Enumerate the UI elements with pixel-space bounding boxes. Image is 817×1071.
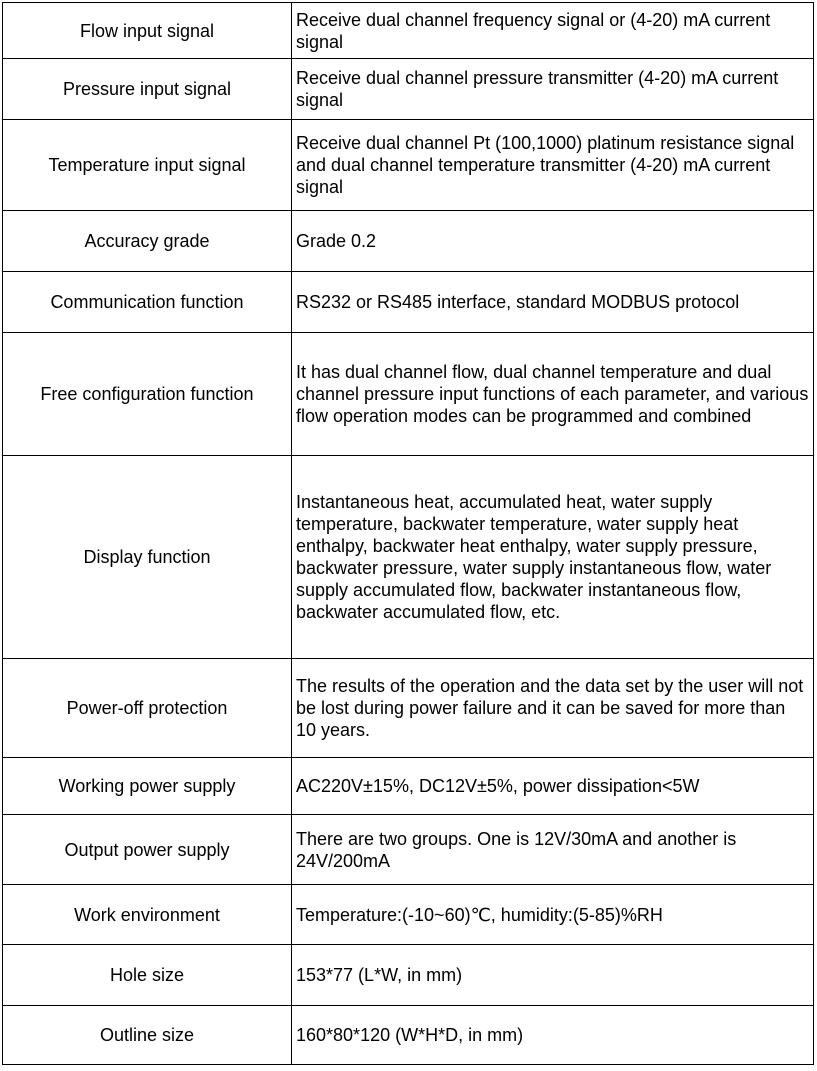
spec-label: Free configuration function	[3, 333, 292, 456]
spec-label: Flow input signal	[3, 3, 292, 59]
spec-label: Accuracy grade	[3, 211, 292, 272]
spec-value: There are two groups. One is 12V/30mA and another is 24V/200mA	[292, 815, 814, 885]
table-row	[3, 885, 814, 945]
spec-value: Grade 0.2	[292, 211, 814, 272]
spec-label: Pressure input signal	[3, 59, 292, 120]
table-row	[3, 815, 814, 885]
spec-label: Outline size	[3, 1006, 292, 1065]
table-row	[3, 211, 814, 272]
spec-value: AC220V±15%, DC12V±5%, power dissipation<5W	[292, 758, 814, 815]
spec-value: Temperature:(-10~60)℃, humidity:(5-85)%RH	[292, 885, 814, 945]
table-row	[3, 59, 814, 120]
spec-label: Communication function	[3, 272, 292, 333]
table-row	[3, 333, 814, 456]
spec-value: Receive dual channel Pt (100,1000) platinum resistance signal and dual channel temperature transmitter (4-20) mA current signal	[292, 120, 814, 211]
table-row	[3, 272, 814, 333]
spec-label: Work environment	[3, 885, 292, 945]
spec-label: Hole size	[3, 945, 292, 1006]
spec-label: Display function	[3, 456, 292, 659]
spec-label: Temperature input signal	[3, 120, 292, 211]
table-row	[3, 1006, 814, 1065]
spec-value: Receive dual channel pressure transmitter (4-20) mA current signal	[292, 59, 814, 120]
spec-label: Working power supply	[3, 758, 292, 815]
spec-value: RS232 or RS485 interface, standard MODBUS protocol	[292, 272, 814, 333]
table-row	[3, 945, 814, 1006]
spec-value: Receive dual channel frequency signal or (4-20) mA current signal	[292, 3, 814, 59]
table-row	[3, 3, 814, 59]
table-row	[3, 456, 814, 659]
spec-value: Instantaneous heat, accumulated heat, water supply temperature, backwater temperature, water supply heat enthalpy, backwater heat enthalpy, water supply pressure, backwater pressure, water supply instantaneous flow, water supply accumulated flow, backwater instantaneous flow, backwater accumulated flow, etc.	[292, 456, 814, 659]
table-row	[3, 659, 814, 758]
spec-value: 160*80*120 (W*H*D, in mm)	[292, 1006, 814, 1065]
spec-table	[2, 2, 814, 1065]
spec-value: 153*77 (L*W, in mm)	[292, 945, 814, 1006]
spec-label: Power-off protection	[3, 659, 292, 758]
spec-value: The results of the operation and the data set by the user will not be lost during power failure and it can be saved for more than 10 years.	[292, 659, 814, 758]
table-row	[3, 120, 814, 211]
spec-label: Output power supply	[3, 815, 292, 885]
table-row	[3, 758, 814, 815]
spec-value: It has dual channel flow, dual channel temperature and dual channel pressure input functions of each parameter, and various flow operation modes can be programmed and combined	[292, 333, 814, 456]
